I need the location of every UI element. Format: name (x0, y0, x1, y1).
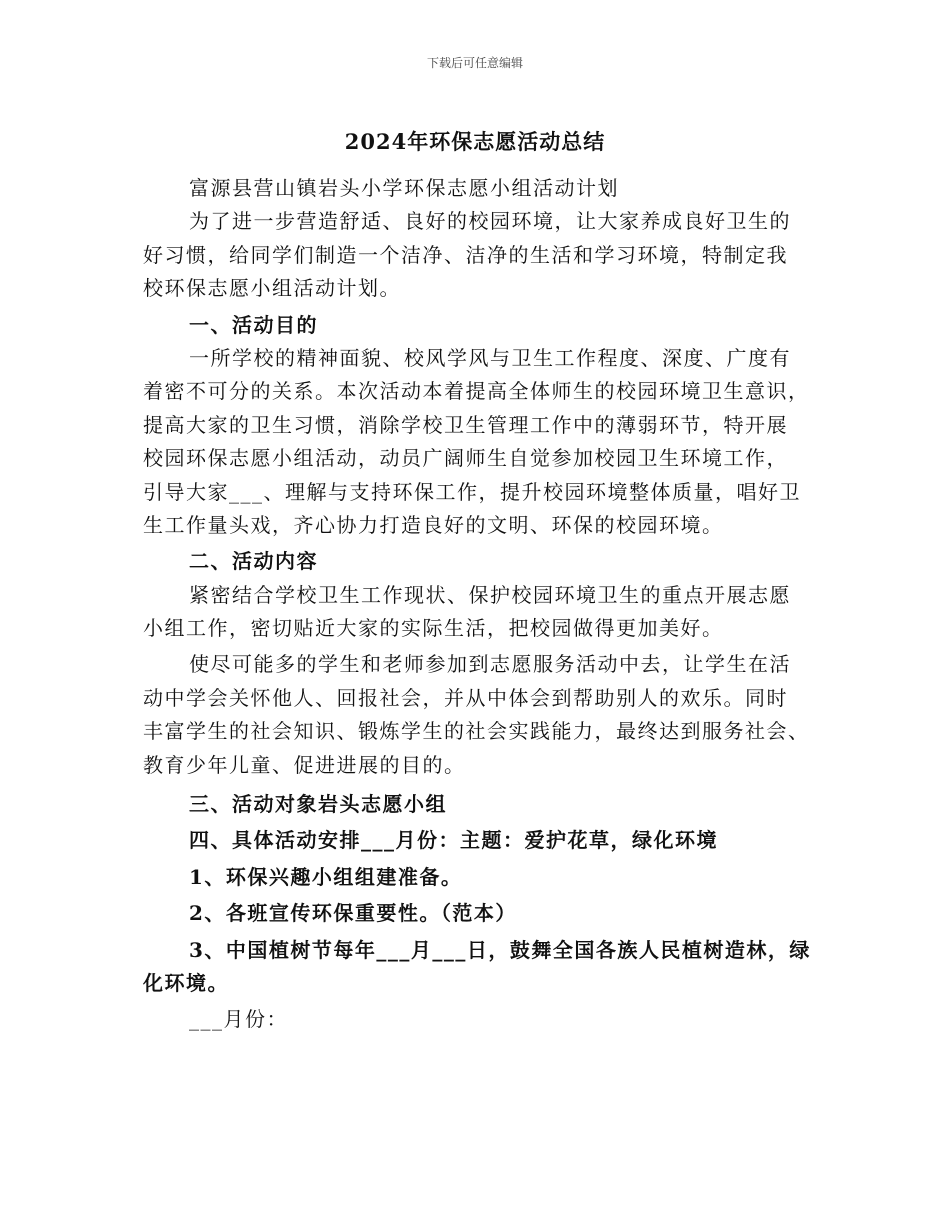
document-title: 2024年环保志愿活动总结 (344, 129, 606, 154)
text-line: 3、中国植树节每年___月___日，鼓舞全国各族人民植树造林，绿 (189, 937, 811, 962)
content-paragraph-1 (143, 579, 833, 646)
content-paragraph-2 (143, 648, 833, 782)
subtitle-line: 富源县营山镇岩头小学环保志愿小组活动计划 (189, 176, 619, 200)
purpose-paragraph (143, 342, 833, 542)
header-note: 下载后可任意编辑 (426, 56, 523, 70)
text-line: 着密不可分的关系。本次活动本着提高全体师生的校园环境卫生意识， (143, 379, 810, 404)
text-line: 丰富学生的社会知识、锻炼学生的社会实践能力，最终达到服务社会、 (143, 719, 810, 744)
document-body (143, 172, 833, 1037)
schedule-item-1: 1、环保兴趣小组组建准备。 (189, 864, 463, 889)
text-line: 化环境。 (143, 970, 229, 995)
text-line: 使尽可能多的学生和老师参加到志愿服务活动中去，让学生在活 (189, 652, 791, 677)
text-line: 校园环保志愿小组活动，动员广阔师生自觉参加校园卫生环境工作， (143, 446, 788, 471)
section-heading-content: 二、活动内容 (189, 549, 318, 574)
schedule-item-2: 2、各班宣传环保重要性。（范本） (189, 901, 517, 926)
text-line: 小组工作，密切贴近大家的实际生活，把校园做得更加美好。 (143, 616, 724, 641)
schedule-item-3 (143, 934, 833, 1001)
text-line: 生工作量头戏，齐心协力打造良好的文明、环保的校园环境。 (143, 512, 724, 537)
text-line: 提高大家的卫生习惯，消除学校卫生管理工作中的薄弱环节，特开展 (143, 412, 788, 437)
text-line: 一所学校的精神面貌、校风学风与卫生工作程度、深度、广度有 (189, 345, 791, 370)
text-line: 引导大家___、理解与支持环保工作，提升校园环境整体质量，唱好卫 (143, 479, 801, 504)
text-line: 好习惯，给同学们制造一个洁净、洁净的生活和学习环境，特制定我 (143, 242, 788, 267)
text-line: 紧密结合学校卫生工作现状、保护校园环境卫生的重点开展志愿 (189, 582, 791, 607)
section-heading-purpose: 一、活动目的 (189, 312, 318, 337)
text-line: 校环保志愿小组活动计划。 (143, 276, 401, 301)
section-heading-schedule: 四、具体活动安排___月份：主题：爱护花草，绿化环境 (189, 828, 718, 853)
intro-paragraph (143, 205, 833, 305)
section-heading-target: 三、活动对象岩头志愿小组 (189, 792, 447, 817)
text-line: 动中学会关怀他人、回报社会，并从中体会到帮助别人的欢乐。同时 (143, 685, 788, 710)
month-line: ___月份： (189, 1007, 288, 1032)
text-line: 为了进一步营造舒适、良好的校园环境，让大家养成良好卫生的 (189, 209, 791, 234)
text-line: 教育少年儿童、促进进展的目的。 (143, 752, 466, 777)
